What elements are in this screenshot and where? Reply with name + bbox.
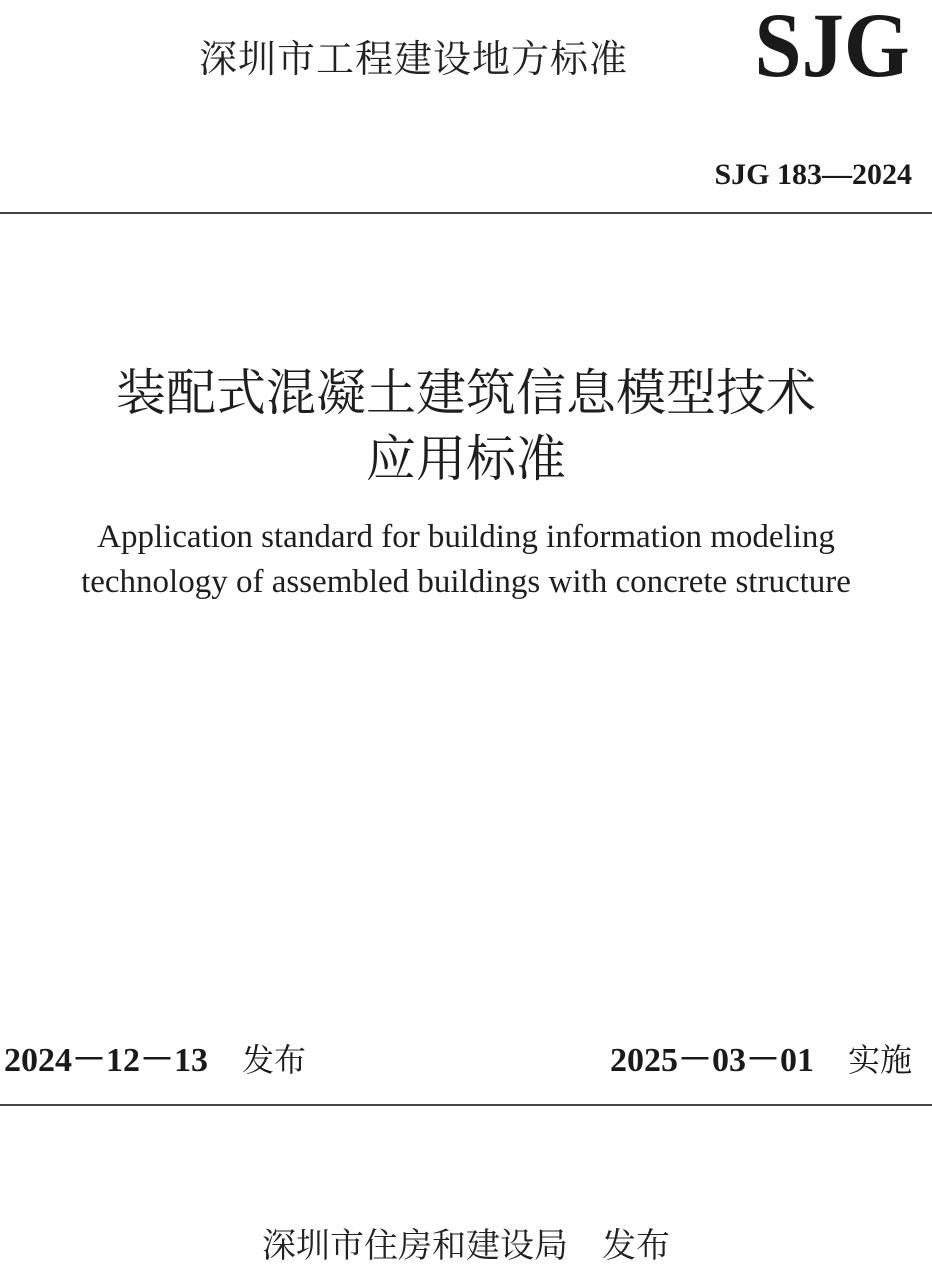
issue-date-block: [4, 1032, 306, 1081]
issue-date: 2024－12－13: [4, 1042, 208, 1079]
title-zh-line1: 装配式混凝土建筑信息模型技术: [116, 364, 816, 422]
title-en-line2: technology of assembled buildings with concrete structure: [81, 564, 851, 600]
top-divider: [0, 212, 932, 214]
bottom-divider: [0, 1104, 932, 1106]
effective-date-block: [610, 1032, 912, 1081]
effective-label: 实施: [847, 1041, 912, 1079]
title-zh-line2: 应用标准: [366, 430, 566, 488]
title-en-line1: Application standard for building information modeling: [97, 519, 835, 555]
standard-series-title: 深圳市工程建设地方标准: [198, 37, 628, 81]
sjg-logo: SJG: [754, 0, 910, 96]
issue-label: 发布: [242, 1041, 307, 1079]
effective-date: 2025－03－01: [609, 1042, 814, 1079]
publisher: 深圳市住房和建设局 发布: [262, 1226, 670, 1266]
standard-code: SJG 183—2024: [714, 158, 912, 191]
